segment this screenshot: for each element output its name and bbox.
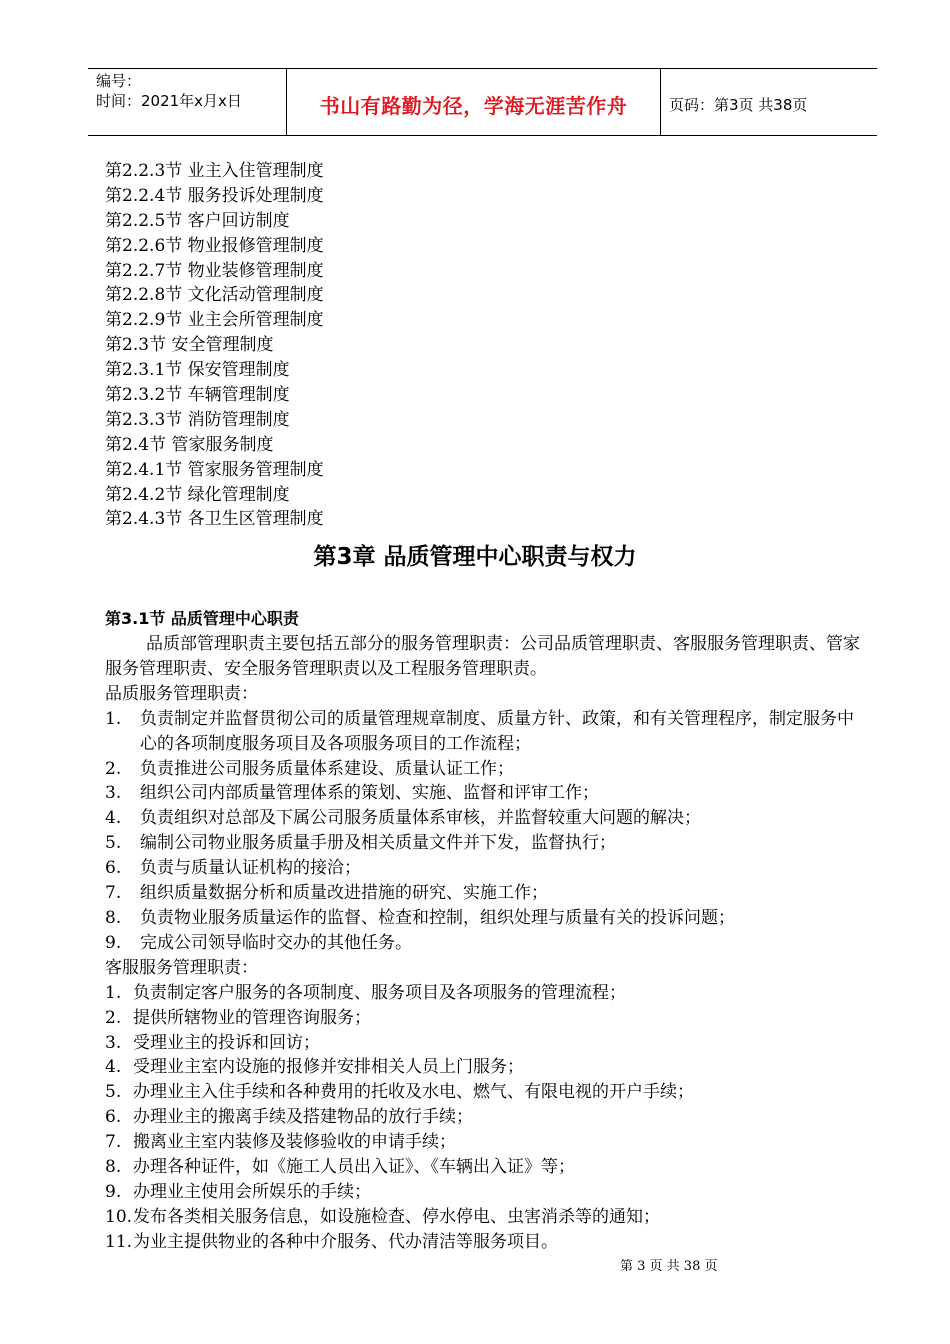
list-item-number: 6. [105, 858, 122, 879]
document-number-label: 编号： [96, 72, 142, 90]
list-item [105, 707, 860, 757]
toc-entry: 第2.3.1节 保安管理制度 [105, 360, 290, 381]
customer-duties-heading: 客服服务管理职责： [105, 957, 258, 978]
toc-entry: 第2.2.3节 业主入住管理制度 [105, 161, 324, 181]
list-item-text: 组织质量数据分析和质量改进措施的研究、实施工作； [140, 883, 548, 904]
section-title: 第3.1节 品质管理中心职责 [105, 609, 299, 628]
list-item-number: 10. [105, 1206, 133, 1227]
list-item-text: 为业主提供物业的各种中介服务、代办清洁等服务项目。 [133, 1231, 558, 1252]
list-item [105, 831, 860, 856]
list-item [105, 1080, 860, 1105]
list-item-number: 3. [105, 783, 122, 804]
list-item-text: 发布各类相关服务信息，如设施检查、停水停电、虫害消杀等的通知； [133, 1206, 660, 1227]
list-item-number: 6. [105, 1107, 122, 1128]
list-item-number: 4. [105, 1057, 122, 1078]
list-item-text: 办理各种证件，如《施工人员出入证》、《车辆出入证》等； [133, 1157, 575, 1178]
toc-entry: 第2.3节 安全管理制度 [105, 335, 274, 356]
toc-entry: 第2.4.3节 各卫生区管理制度 [105, 509, 324, 530]
list-item [105, 981, 860, 1006]
toc-entry: 第2.4节 管家服务制度 [105, 434, 274, 455]
list-item [105, 806, 860, 831]
quality-duties-list [105, 707, 860, 956]
list-item [105, 1205, 860, 1230]
list-item-number: 11. [105, 1231, 133, 1252]
list-item-text: 搬离业主室内装修及装修验收的申请手续； [133, 1132, 456, 1153]
list-item-number: 1. [105, 982, 122, 1003]
list-item [105, 881, 860, 906]
toc-entry: 第2.4.1节 管家服务管理制度 [105, 459, 324, 480]
chapter-title: 第3章 品质管理中心职责与权力 [313, 544, 637, 570]
list-item [105, 781, 860, 806]
list-item-number: 5. [105, 833, 122, 854]
list-item-text: 完成公司领导临时交办的其他任务。 [140, 932, 412, 953]
list-item-text: 负责推进公司服务质量体系建设、质量认证工作； [140, 758, 514, 779]
section-body [105, 632, 860, 1255]
list-item-number: 8. [105, 1157, 122, 1178]
list-item-number: 1. [105, 708, 122, 729]
list-item [105, 931, 860, 956]
list-item [105, 757, 860, 782]
list-item-text: 负责组织对总部及下属公司服务质量体系审核，并监督较重大问题的解决； [140, 808, 701, 829]
list-item [105, 1031, 860, 1056]
list-item-text: 提供所辖物业的管理咨询服务； [133, 1007, 371, 1028]
list-item-number: 4. [105, 808, 122, 829]
list-item-text: 受理业主的投诉和回访； [133, 1032, 320, 1053]
page-footer: 第 3 页 共 38 页 [620, 1259, 718, 1274]
list-item-text: 办理业主的搬离手续及搭建物品的放行手续； [133, 1107, 473, 1128]
list-item-number: 9. [105, 932, 122, 953]
list-item [105, 1130, 860, 1155]
list-item [105, 1055, 860, 1080]
list-item-text: 办理业主入住手续和各种费用的托收及水电、燃气、有限电视的开户手续； [133, 1082, 694, 1103]
list-item-text: 办理业主使用会所娱乐的手续； [133, 1181, 371, 1202]
toc-entry: 第2.2.4节 服务投诉处理制度 [105, 185, 324, 206]
header-meta [88, 69, 287, 135]
list-item-number: 2. [105, 1007, 122, 1028]
list-item [105, 1105, 860, 1130]
page-header [88, 68, 877, 136]
list-item [105, 1006, 860, 1031]
list-item [105, 856, 860, 881]
toc-entry: 第2.2.6节 物业报修管理制度 [105, 235, 324, 256]
list-item-number: 7. [105, 883, 122, 904]
header-motto: 书山有路勤为径，学海无涯苦作舟 [287, 69, 661, 135]
list-item-number: 8. [105, 907, 122, 928]
list-item-text: 负责制定并监督贯彻公司的质量管理规章制度、质量方针、政策，和有关管理程序，制定服务中心的各项制度服务项目及各项服务项目的工作流程； [140, 708, 854, 754]
table-of-contents [105, 159, 324, 532]
toc-entry: 第2.2.7节 物业装修管理制度 [105, 260, 324, 281]
list-item-number: 2. [105, 758, 122, 779]
list-item-text: 受理业主室内设施的报修并安排相关人员上门服务； [133, 1057, 524, 1078]
list-item-number: 5. [105, 1082, 122, 1103]
quality-duties-heading: 品质服务管理职责： [105, 683, 258, 704]
toc-entry: 第2.2.9节 业主会所管理制度 [105, 310, 324, 331]
toc-entry: 第2.4.2节 绿化管理制度 [105, 484, 290, 505]
list-item-text: 负责与质量认证机构的接洽； [140, 858, 361, 879]
header-page-number: 页码：第3页 共38页 [669, 95, 808, 114]
list-item [105, 1180, 860, 1205]
toc-entry: 第2.2.5节 客户回访制度 [105, 210, 290, 231]
list-item-text: 负责制定客户服务的各项制度、服务项目及各项服务的管理流程； [133, 982, 626, 1003]
list-item-number: 3. [105, 1032, 122, 1053]
document-time-label: 时间：2021年x月x日 [96, 92, 242, 110]
customer-duties-list [105, 981, 860, 1255]
list-item-text: 组织公司内部质量管理体系的策划、实施、监督和评审工作； [140, 783, 599, 804]
list-item-number: 7. [105, 1132, 122, 1153]
intro-paragraph: 品质部管理职责主要包括五部分的服务管理职责：公司品质管理职责、客服服务管理职责、管家服务管理职责、安全服务管理职责以及工程服务管理职责。 [105, 634, 860, 679]
list-item [105, 906, 860, 931]
list-item [105, 1230, 860, 1255]
list-item-text: 负责物业服务质量运作的监督、检查和控制，组织处理与质量有关的投诉问题； [140, 907, 735, 928]
list-item [105, 1155, 860, 1180]
toc-entry: 第2.2.8节 文化活动管理制度 [105, 285, 324, 306]
toc-entry: 第2.3.3节 消防管理制度 [105, 409, 290, 430]
list-item-text: 编制公司物业服务质量手册及相关质量文件并下发，监督执行； [140, 833, 616, 854]
list-item-number: 9. [105, 1181, 122, 1202]
toc-entry: 第2.3.2节 车辆管理制度 [105, 385, 290, 406]
